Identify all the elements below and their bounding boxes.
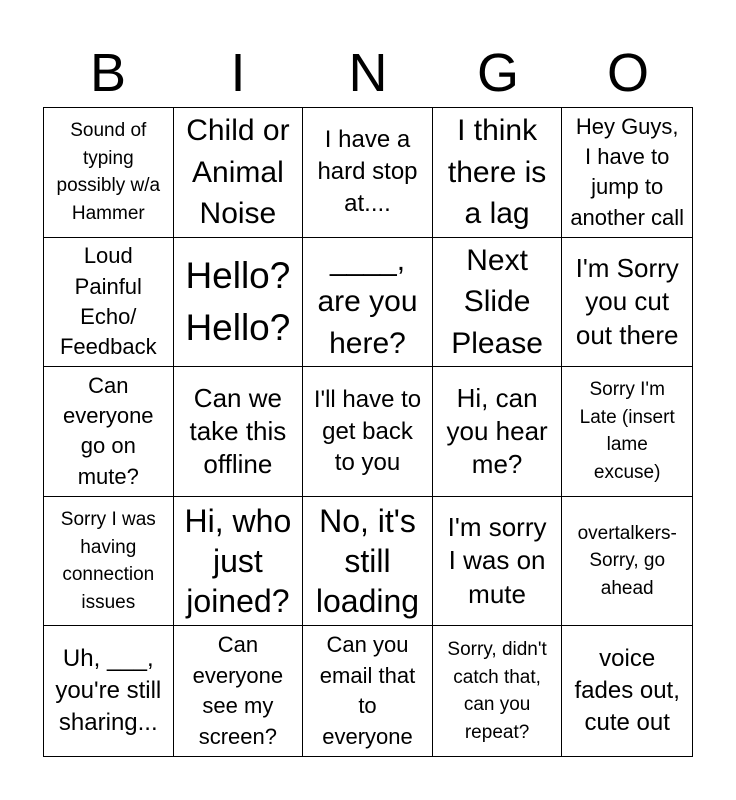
header-letter-g: G — [476, 43, 519, 103]
bingo-cell-r5c5[interactable]: voice fades out, cute out — [574, 645, 680, 737]
bingo-header — [43, 40, 693, 106]
bingo-cell-r5c1[interactable]: Uh, ___, you're still sharing... — [44, 626, 174, 756]
header-letter-n: N — [348, 43, 388, 103]
bingo-cell-r1c1[interactable]: Sound of typing possibly w/a Hammer — [44, 108, 174, 238]
bingo-cell-r4c1[interactable]: Sorry I was having connection issues — [44, 497, 174, 627]
bingo-cell-r4c5[interactable]: overtalkers- Sorry, go ahead — [562, 497, 692, 627]
bingo-cell-r1c2[interactable]: Child or Animal Noise — [174, 108, 304, 238]
header-letter-i: I — [230, 43, 246, 103]
bingo-cell-r4c3[interactable]: No, it's still loading — [303, 497, 433, 627]
bingo-cell-r2c1[interactable]: Loud Painful Echo/ Feedback — [44, 238, 174, 368]
bingo-cell-r2c4[interactable]: Next Slide Please — [433, 238, 563, 368]
bingo-cell-r2c5[interactable]: I'm Sorry you cut out there — [562, 238, 692, 368]
bingo-cell-r4c4[interactable]: I'm sorry I was on mute — [433, 497, 563, 627]
bingo-cell-r3c1[interactable]: Can everyone go on mute? — [44, 367, 174, 497]
bingo-cell-r1c4[interactable]: I think there is a lag — [433, 108, 563, 238]
bingo-board — [43, 107, 693, 757]
bingo-cell-r3c2[interactable]: Can we take this offline — [174, 367, 304, 497]
bingo-cell-r4c2[interactable]: Hi, who just joined? — [174, 497, 304, 627]
header-letter-b: B — [89, 43, 127, 103]
header-letter-o: O — [606, 43, 649, 103]
bingo-cell-r2c3[interactable]: ____, are you here? — [303, 238, 433, 368]
bingo-cell-r3c3[interactable]: I'll have to get back to you — [303, 367, 433, 497]
bingo-cell-r2c2[interactable]: Hello? Hello? — [174, 238, 304, 368]
bingo-cell-r5c4[interactable]: Sorry, didn't catch that, can you repeat? — [433, 626, 563, 756]
bingo-cell-r5c2[interactable]: Can everyone see my screen? — [174, 626, 304, 756]
bingo-cell-r1c5[interactable]: Hey Guys, I have to jump to another call — [562, 108, 692, 238]
bingo-cell-r5c3[interactable]: Can you email that to everyone — [303, 626, 433, 756]
bingo-cell-r1c3[interactable]: I have a hard stop at.... — [303, 108, 433, 238]
bingo-cell-r3c5[interactable]: Sorry I'm Late (insert lame excuse) — [562, 367, 692, 497]
bingo-cell-r3c4[interactable]: Hi, can you hear me? — [433, 367, 563, 497]
